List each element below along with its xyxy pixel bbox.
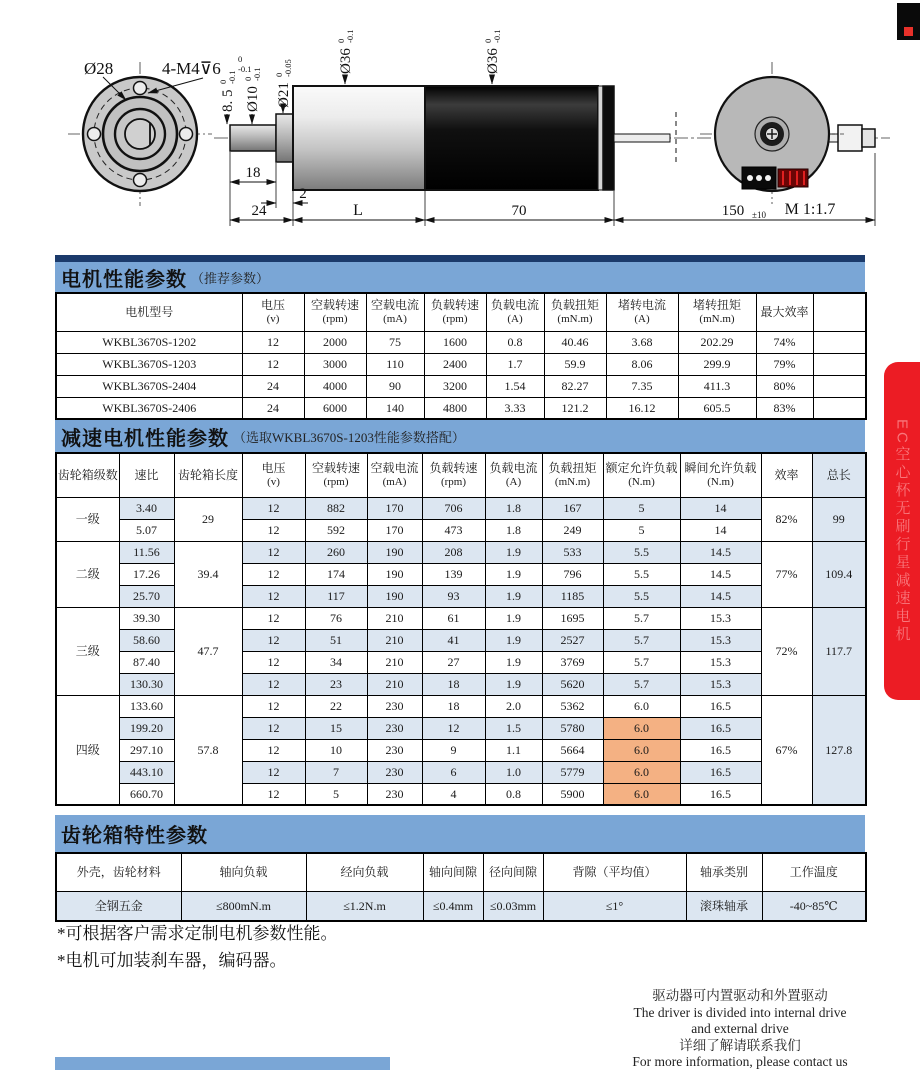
cell: 127.8 [812,695,866,805]
header-cell: 总长 [812,453,866,497]
cell: 1.7 [486,353,544,375]
cell: 130.30 [119,673,174,695]
cell: 18 [422,695,485,717]
cell: 1.1 [485,739,542,761]
cell: 139 [422,563,485,585]
cell: 1.9 [485,585,542,607]
note-line: *可根据客户需求定制电机参数性能。 [57,924,338,943]
cell: 滚珠轴承 [686,891,762,921]
cell: 5.5 [603,563,680,585]
cell: 5 [305,783,367,805]
motor-performance-table [55,292,867,420]
driver-info-line: For more information, please contact us [632,1054,848,1069]
cell: 210 [367,629,422,651]
cell: 16.12 [606,397,678,419]
cell: 5779 [542,761,603,783]
cell: 796 [542,563,603,585]
cell: 1.8 [485,519,542,541]
driver-info-line: and external drive [691,1021,789,1036]
cell: 110 [366,353,424,375]
cell: 16.5 [680,783,761,805]
drawing-scale-label: M 1:1.7 [784,201,836,218]
cell: 22 [305,695,367,717]
cell: 80% [756,375,813,397]
driver-info-line: The driver is divided into internal drive [633,1004,847,1020]
cell: 592 [305,519,367,541]
front-view [68,54,251,206]
cell: 87.40 [119,651,174,673]
cell: 7.35 [606,375,678,397]
cell: 5780 [542,717,603,739]
dark-strip [55,255,865,262]
cell: 1.9 [485,607,542,629]
cell: 190 [367,585,422,607]
cell: 5.7 [603,629,680,651]
svg-text:0: 0 [336,38,346,43]
gear-performance-table [55,452,867,806]
cell: 39.4 [174,541,242,607]
cell: 299.9 [678,353,756,375]
cell: 2.0 [485,695,542,717]
cell: 29 [174,497,242,541]
gearbox-characteristics-table [55,852,867,922]
cell: 1.9 [485,673,542,695]
cell: 11.56 [119,541,174,563]
cell: 1.9 [485,651,542,673]
cell: 117.7 [812,607,866,695]
cell: 58.60 [119,629,174,651]
cell: 5.7 [603,651,680,673]
cell: 74% [756,331,813,353]
svg-text:Ø10: Ø10 [245,86,261,112]
header-cell: 齿轮箱长度 [174,453,242,497]
cell: 12 [242,673,305,695]
section-subtitle-text: （推荐参数） [191,270,270,286]
header-cell: 空载电流 (mA) [366,293,424,331]
svg-text:0: 0 [243,76,253,81]
table-row [56,607,866,629]
cell: 15.3 [680,651,761,673]
cell: 8.06 [606,353,678,375]
cell: 297.10 [119,739,174,761]
cell: 1.9 [485,629,542,651]
cell: 18 [422,673,485,695]
cell: 12 [242,541,305,563]
header-cell: 负载扭矩 (mN.m) [544,293,606,331]
cell: 5.5 [603,585,680,607]
cell: 533 [542,541,603,563]
dim-label-L: L [353,202,363,219]
cell: 41 [422,629,485,651]
cell: 5.5 [603,541,680,563]
cell: 15.3 [680,629,761,651]
svg-text:Ø36: Ø36 [338,48,354,74]
cell: 72% [761,607,812,695]
header-cell: 工作温度 [762,853,866,891]
cell: 1.54 [486,375,544,397]
table-row [56,397,866,419]
header-cell: 空载转速 (rpm) [304,293,366,331]
dim-label-front-holes: 4-M4⊽6 [162,59,221,78]
cell: 5.7 [603,673,680,695]
header-cell: 空载转速 (rpm) [305,453,367,497]
technical-drawing [0,0,920,252]
cell: 75 [366,331,424,353]
cell: 67% [761,695,812,805]
notes-block [57,920,338,974]
cell: 40.46 [544,331,606,353]
cell: 9 [422,739,485,761]
header-cell: 径向间隙 [483,853,543,891]
cell: 199.20 [119,717,174,739]
header-cell: 经向负载 [306,853,423,891]
cell: 79% [756,353,813,375]
section-title-gearbox [55,815,865,852]
cell: 27 [422,651,485,673]
header-cell: 负载电流 (A) [486,293,544,331]
dim-label-150-tol: ±10 [752,210,766,220]
header-cell: 轴向间隙 [423,853,483,891]
cell: 121.2 [544,397,606,419]
cell: 3.40 [119,497,174,519]
header-cell: 瞬间允许负载 (N.m) [680,453,761,497]
dim-label-dia36-motor [483,30,502,74]
cell: 2400 [424,353,486,375]
cell: 25.70 [119,585,174,607]
dim-label-70: 70 [511,203,527,219]
cell: 1695 [542,607,603,629]
cell: 3.33 [486,397,544,419]
cell: 39.30 [119,607,174,629]
cell: 117 [305,585,367,607]
cell: 57.8 [174,695,242,805]
cell: 12 [242,585,305,607]
cell: 2000 [304,331,366,353]
cell: 15 [305,717,367,739]
table-row [56,891,866,921]
cell: 二级 [56,541,119,607]
cell: 260 [305,541,367,563]
svg-text:-0.1: -0.1 [492,29,502,43]
cell: 5.07 [119,519,174,541]
cell: 190 [367,563,422,585]
svg-text:-0.1: -0.1 [345,29,355,43]
header-cell: 堵转电流 (A) [606,293,678,331]
cell: 51 [305,629,367,651]
cell: 59.9 [544,353,606,375]
section-subtitle-text: （选取WKBL3670S-1203性能参数搭配） [233,429,465,445]
cell: 93 [422,585,485,607]
svg-text:-0.1: -0.1 [227,70,237,84]
svg-text:-0.05: -0.05 [283,59,293,77]
cell: 14.5 [680,563,761,585]
svg-text:Ø21: Ø21 [276,82,292,108]
cell: 174 [305,563,367,585]
cell: 5664 [542,739,603,761]
cell: 140 [366,397,424,419]
cell: ≤800mN.m [181,891,306,921]
cell: 190 [367,541,422,563]
cell: 6 [422,761,485,783]
side-tab-product-category [884,362,920,700]
svg-text:Ø36: Ø36 [485,48,501,74]
cell: 230 [367,739,422,761]
cell: 6.0 [603,695,680,717]
cell: 4800 [424,397,486,419]
cell: 230 [367,761,422,783]
cell: 473 [422,519,485,541]
header-cell: 外壳，齿轮材料 [56,853,181,891]
cell: ≤0.03mm [483,891,543,921]
svg-text:0: 0 [274,72,284,77]
cell: 12 [242,497,305,519]
section-title-motor [55,262,865,292]
header-cell: 最大效率 [756,293,813,331]
cell [813,397,866,419]
cell: 133.60 [119,695,174,717]
cell: 706 [422,497,485,519]
cell: 12 [242,353,304,375]
cell: 3769 [542,651,603,673]
cell: 249 [542,519,603,541]
cell: 16.5 [680,695,761,717]
cell: 82.27 [544,375,606,397]
cell: 3200 [424,375,486,397]
cell: 一级 [56,497,119,541]
cell: 1.0 [485,761,542,783]
svg-text:0: 0 [483,38,493,43]
cell: 210 [367,651,422,673]
cell: 12 [242,717,305,739]
cell: 411.3 [678,375,756,397]
header-cell: 空载电流 (mA) [367,453,422,497]
cell: 12 [242,695,305,717]
cell: 12 [242,651,305,673]
cell: 1600 [424,331,486,353]
cell: 210 [367,673,422,695]
cell: 3.68 [606,331,678,353]
cell: 61 [422,607,485,629]
cell: 12 [242,331,304,353]
cell: 6.0 [603,739,680,761]
cell: 14 [680,497,761,519]
header-cell: 齿轮箱级数 [56,453,119,497]
cell: 16.5 [680,717,761,739]
cell: 5.7 [603,607,680,629]
cell: 5362 [542,695,603,717]
header-cell: 效率 [761,453,812,497]
cell: 10 [305,739,367,761]
dim-label-18: 18 [245,165,261,181]
cell: 12 [242,761,305,783]
cell: 1.9 [485,563,542,585]
cell: WKBL3670S-2404 [56,375,242,397]
dim-label-front-holes-tol-hi: 0 [238,54,243,64]
cell: 0.8 [486,331,544,353]
cell: -40~85℃ [762,891,866,921]
cell: 230 [367,717,422,739]
cell: 14.5 [680,541,761,563]
section-title-text: 电机性能参数 [61,268,187,291]
cell: ≤0.4mm [423,891,483,921]
cell: 7 [305,761,367,783]
cell: WKBL3670S-1203 [56,353,242,375]
cell: 109.4 [812,541,866,607]
cell [813,331,866,353]
cell: 5900 [542,783,603,805]
dim-label-front-holes-tol-lo: -0.1 [238,64,252,74]
header-cell: 电压 (v) [242,293,304,331]
cell: 230 [367,783,422,805]
cell: 12 [242,519,305,541]
dim-label-150: 150 [721,203,745,219]
header-cell: 负载转速 (rpm) [422,453,485,497]
header-cell [813,293,866,331]
cell: 14.5 [680,585,761,607]
cell: 12 [242,607,305,629]
driver-info-block [560,988,920,1070]
cell: 四级 [56,695,119,805]
cell: WKBL3670S-1202 [56,331,242,353]
table-row [56,695,866,717]
dim-label-2: 2 [299,186,307,202]
cell [813,375,866,397]
cell: 90 [366,375,424,397]
cell: 16.5 [680,739,761,761]
driver-info-line: 详细了解请联系我们 [679,1037,801,1053]
dim-label-front-dia: Ø28 [84,59,114,78]
header-cell: 额定允许负载 (N.m) [603,453,680,497]
cell: 210 [367,607,422,629]
cell: WKBL3670S-2406 [56,397,242,419]
cell: 47.7 [174,607,242,695]
table-row [56,331,866,353]
cell: 660.70 [119,783,174,805]
section-title-text: 齿轮箱特性参数 [61,825,208,847]
cell: 882 [305,497,367,519]
section-title-gearmotor [55,420,865,452]
header-cell: 轴向负载 [181,853,306,891]
cell: 12 [242,563,305,585]
cell: 16.5 [680,761,761,783]
cell: 14 [680,519,761,541]
cell: 三级 [56,607,119,695]
cell: 5 [603,519,680,541]
cell: 4000 [304,375,366,397]
svg-text:-0.1: -0.1 [252,67,262,81]
cell: 443.10 [119,761,174,783]
table-row [56,497,866,519]
table-row [56,353,866,375]
note-line: *电机可加装刹车器，编码器。 [57,951,287,970]
cell: 170 [367,519,422,541]
cell: 6.0 [603,717,680,739]
cell: 6000 [304,397,366,419]
cell: 82% [761,497,812,541]
header-cell: 负载扭矩 (mN.m) [542,453,603,497]
cell: ≤1.2N.m [306,891,423,921]
driver-info-line: 驱动器可内置驱动和外置驱动 [652,988,828,1003]
cell: 4 [422,783,485,805]
header-cell: 负载转速 (rpm) [424,293,486,331]
cell: ≤1° [543,891,686,921]
cell: 6.0 [603,761,680,783]
cell: 76 [305,607,367,629]
cell: 全钢五金 [56,891,181,921]
dim-label-24: 24 [251,203,267,219]
cell: 34 [305,651,367,673]
cell: 1.9 [485,541,542,563]
header-cell: 电压 (v) [242,453,305,497]
cell: 99 [812,497,866,541]
cell: 15.3 [680,673,761,695]
cell: 1.5 [485,717,542,739]
cell: 17.26 [119,563,174,585]
cell: 23 [305,673,367,695]
section-title-text: 减速电机性能参数 [61,427,229,450]
cell: 15.3 [680,607,761,629]
cell: 77% [761,541,812,607]
header-cell: 负载电流 (A) [485,453,542,497]
header-cell: 堵转扭矩 (mN.m) [678,293,756,331]
cell: 167 [542,497,603,519]
cell: 202.29 [678,331,756,353]
bottom-accent-bar [55,1057,390,1070]
table-row [56,541,866,563]
cell: 170 [367,497,422,519]
header-cell: 背隙（平均值） [543,853,686,891]
side-tab-label: EC空心杯无刷行星减速电机 [893,418,911,644]
header-cell: 速比 [119,453,174,497]
corner-marker [897,3,920,40]
cell [813,353,866,375]
cell: 12 [242,783,305,805]
cell: 1.8 [485,497,542,519]
dim-label-dia10 [243,68,262,112]
cell: 12 [242,739,305,761]
svg-text:8. 5: 8. 5 [220,89,236,112]
cell: 24 [242,397,304,419]
cell: 0.8 [485,783,542,805]
cell: 12 [242,629,305,651]
cell: 12 [422,717,485,739]
cell: 3000 [304,353,366,375]
cell: 2527 [542,629,603,651]
cell: 1185 [542,585,603,607]
table-row [56,375,866,397]
cell: 230 [367,695,422,717]
cell: 5 [603,497,680,519]
cell: 605.5 [678,397,756,419]
svg-text:0: 0 [218,79,228,84]
cell: 6.0 [603,783,680,805]
header-cell: 电机型号 [56,293,242,331]
rear-view [700,62,844,218]
corner-marker-dot [904,27,913,36]
header-cell: 轴承类别 [686,853,762,891]
cell: 5620 [542,673,603,695]
dim-label-8-5 [218,71,237,112]
dim-label-dia36-gear [336,30,355,74]
cell: 24 [242,375,304,397]
cell: 208 [422,541,485,563]
cell: 83% [756,397,813,419]
dim-label-dia21 [274,59,293,108]
